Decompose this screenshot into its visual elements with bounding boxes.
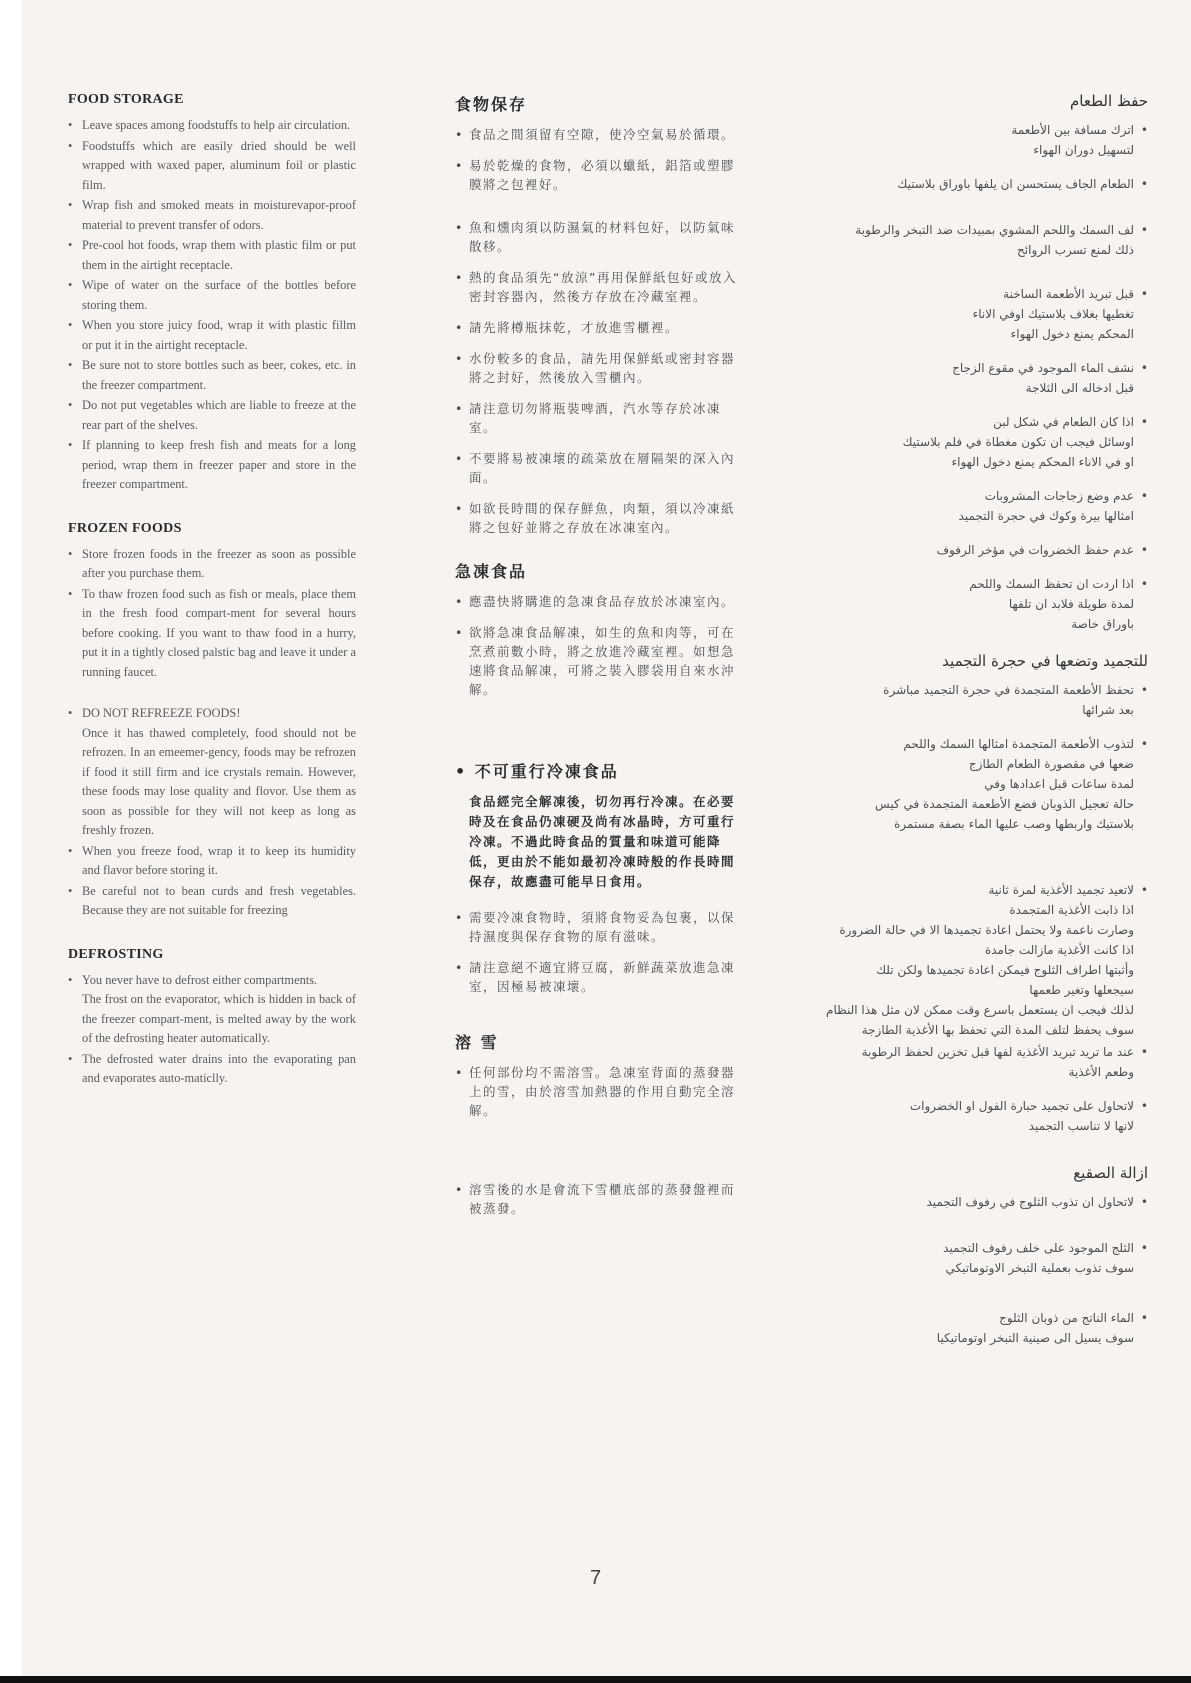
list-item: • 請注意絕不適宜將豆腐，新鮮蔬菜放進急凍室，因極易被凍壞。: [455, 958, 745, 996]
page-bottom-edge: [0, 1676, 1191, 1683]
list-item: • 魚和燻肉須以防濕氣的材料包好，以防氣味散移。: [455, 218, 745, 256]
list-item: • When you store juicy food, wrap it with plastic fillm or put it in the airtight receptacle.: [68, 316, 356, 355]
list-item: • Store frozen foods in the freezer as soon as possible after you purchase them.: [68, 545, 356, 584]
zh-no-refreeze-title: • 不可重行冷凍食品: [455, 762, 619, 781]
list-item: • 水份較多的食品，請先用保鮮紙或密封容器將之封好，然後放入雪櫃內。: [455, 349, 745, 387]
list-item: • 溶雪後的水是會流下雪櫃底部的蒸發盤裡而被蒸發。: [455, 1180, 745, 1218]
zh-defrosting-title: 溶 雪: [455, 1033, 499, 1052]
list-item: • لتذوب الأطعمة المتجمدة امثالها السمك واللحم ضعها في مقصورة الطعام الطازج لمدة ساعات قبل اعدادها وفي حالة تعجيل الذوبان فضع الأطعمة المتجمدة في كيس بلاستيك واربطها وصب عليها الماء بصفة مستمرة: [772, 734, 1148, 834]
defrost-heading: You never have to defrost either compartments.: [82, 972, 318, 987]
list-item: • When you freeze food, wrap it to keep its humidity and flavor before storing it.: [68, 842, 356, 881]
ar-food-storage-list: [772, 120, 1148, 634]
zh-no-refreeze-list: [455, 908, 745, 996]
zh-defrosting-list: [455, 1063, 745, 1218]
refreeze-body: Once it has thawed completely, food should not be refrozen. In an emeemer-gency, foods may be refrozen if food it still firm and ice crystals remain. However, these foods may lose quality and flovor. Use them as soon as possible for they will not keep as long as freshly frozen.: [82, 725, 356, 837]
list-item: • اذا اردت ان تحفظ السمك واللحم لمدة طويلة فلابد ان تلفها باوراق خاصة: [772, 574, 1148, 634]
list-item: • اترك مسافة بين الأطعمة لتسهيل دوران الهواء: [772, 120, 1148, 160]
list-item: • عند ما تريد تبريد الأغذية لفها قبل تخزين لحفظ الرطوبة وطعم الأغذية: [772, 1042, 1148, 1082]
chinese-column: [455, 92, 745, 1240]
zh-food-storage-list: [455, 125, 745, 537]
ar-frozen-foods-list: [772, 680, 1148, 834]
list-item: • لاتحاول ان تذوب الثلوج في رفوف التجميد: [772, 1192, 1148, 1212]
zh-no-refreeze-body: 食品經完全解凍後，切勿再行冷凍。在必要時及在食品仍凍硬及尚有冰晶時，方可重行冷凍。不過此時食品的質量和味道可能降低，更由於不能如最初冷凍時般的作長時間保存，故應盡可能早日食用。: [469, 794, 736, 889]
ar-defrosting-title: ازالة الصقيع: [1073, 1164, 1148, 1182]
en-frozen-foods-list: [68, 545, 356, 921]
list-item: • لاتحاول على تجميد حبارة الفول او الخضروات لانها لا تناسب التجميد: [772, 1096, 1148, 1136]
zh-frozen-foods-title: 急凍食品: [455, 562, 528, 581]
list-item: • 任何部份均不需溶雪。急凍室背面的蒸發器上的雪，由於溶雪加熱器的作用自動完全溶解。: [455, 1063, 745, 1120]
refreeze-heading: DO NOT REFREEZE FOODS!: [82, 706, 241, 720]
list-item: • Foodstuffs which are easily dried should be well wrapped with waxed paper, aluminum foil or plastic film.: [68, 137, 356, 196]
ar-food-storage-title: حفظ الطعام: [1069, 92, 1148, 110]
english-column: [68, 92, 356, 1115]
list-item: • 請先將樽瓶抹乾，才放進雪櫃裡。: [455, 318, 745, 337]
en-food-storage-list: [68, 116, 356, 495]
en-defrosting-list: [68, 971, 356, 1089]
list-item: • لف السمك واللحم المشوي بمبيدات ضد التبخر والرطوبة ذلك لمنع تسرب الروائح: [772, 220, 1148, 260]
list-item: • To thaw frozen food such as fish or meals, place them in the fresh food compart-ment for several hours before cooking. If you want to thaw food in a hurry, put it in a tightly closed palstic bag and leave it under a running faucet.: [68, 585, 356, 683]
ar-frozen-foods-title: للتجميد وتضعها في حجرة التجميد: [942, 652, 1148, 670]
page-left-edge: [0, 0, 22, 1683]
list-item: • 食品之間須留有空隙，使冷空氣易於循環。: [455, 125, 745, 144]
page-number: 7: [589, 1567, 602, 1589]
list-item: • عدم حفظ الخضروات في مؤخر الرفوف: [772, 540, 1148, 560]
list-item: • الثلج الموجود على خلف رفوف التجميد سوف تذوب بعملية التبخر الاوتوماتيكي: [772, 1238, 1148, 1278]
ar-defrosting-list: [772, 1192, 1148, 1348]
list-item: • 欲將急凍食品解凍，如生的魚和肉等，可在烹煮前數小時，將之放進冷藏室裡。如想急速將食品解凍，可將之裝入膠袋用自來水沖解。: [455, 623, 745, 699]
list-item: • 不要將易被凍壞的疏菜放在層隔架的深入內面。: [455, 449, 745, 487]
list-item: • Be careful not to bean curds and fresh vegetables. Because they are not suitable for freezing: [68, 882, 356, 921]
list-item-defrost-first: [68, 971, 356, 1049]
list-item: • عدم وضع زجاجات المشروبات امثالها بيرة وكوك في حجرة التجميد: [772, 486, 1148, 526]
list-item: • Pre-cool hot foods, wrap them with plastic film or put them in the airtight receptacle.: [68, 236, 356, 275]
list-item: • الماء الناتج من ذوبان الثلوج سوف يسيل الى صينية التبخر اوتوماتيكيا: [772, 1308, 1148, 1348]
list-item: • Wrap fish and smoked meats in moisturevapor-proof material to prevent transfer of odors.: [68, 196, 356, 235]
list-item: • Do not put vegetables which are liable to freeze at the rear part of the shelves.: [68, 396, 356, 435]
zh-no-refreeze-title-text: 不可重行冷凍食品: [474, 762, 619, 781]
list-item: • Be sure not to store bottles such as beer, cokes, etc. in the freezer compartment.: [68, 356, 356, 395]
list-item-refreeze: [68, 704, 356, 841]
list-item: • 熱的食品須先“放涼”再用保鮮紙包好或放入密封容器內，然後方存放在冷藏室裡。: [455, 268, 745, 306]
zh-food-storage-title: 食物保存: [455, 95, 528, 114]
en-frozen-foods-title: FROZEN FOODS: [68, 520, 182, 536]
list-item: • 易於乾燥的食物，必須以蠟紙，鋁箔或塑膠膜將之包裡好。: [455, 156, 745, 194]
list-item: • 需要冷凍食物時，須將食物妥為包裹，以保持濕度與保存食物的原有滋味。: [455, 908, 745, 946]
list-item: • If planning to keep fresh fish and meats for a long period, wrap them in freezer paper and store in the freezer compartment.: [68, 436, 356, 495]
list-item: • اذا كان الطعام في شكل لبن اوسائل فيجب ان تكون مغطاة في فلم بلاستيك او في الاناء المحكم يمنع دخول الهواء: [772, 412, 1148, 472]
list-item: • نشف الماء الموجود في مقوع الزجاج قبل ادخاله الى الثلاجة: [772, 358, 1148, 398]
zh-frozen-foods-list: [455, 592, 745, 699]
defrost-body: The frost on the evaporator, which is hidden in back of the freezer compart-ment, is melted away by the work of the defrosting heater automatically.: [82, 992, 356, 1045]
list-item: • لاتعيد تجميد الأغذية لمرة ثانية اذا ذابت الأغذية المتجمدة وصارت ناعمة ولا يحتمل اعادة تجميدها الا في حالة الضرورة اذا كانت الأغذية مازالت جامدة وأثبتها اطراف الثلوج فيمكن اعادة تجميدها ولكن تلك سيجعلها وتغير طعمها لذلك فيجب ان يستعمل باسرع وقت ممكن لان مثل هذا النظام سوف يحفظ لتلف المدة التي تحفظ بها الأغذية الطازجة: [772, 880, 1148, 1040]
list-item: • Wipe of water on the surface of the bottles before storing them.: [68, 276, 356, 315]
list-item: • قبل تبريد الأطعمة الساخنة تغطيها بغلاف بلاستيك اوفي الاناء المحكم يمنع دخول الهواء: [772, 284, 1148, 344]
ar-no-refreeze-list: [772, 880, 1148, 1136]
en-food-storage-title: FOOD STORAGE: [68, 92, 184, 107]
list-item: • تحفظ الأطعمة المتجمدة في حجرة التجميد مباشرة بعد شرائها: [772, 680, 1148, 720]
list-item: • 如欲長時間的保存鮮魚，肉類，須以冷凍紙將之包好並將之存放在冰凍室內。: [455, 499, 745, 537]
list-item: • الطعام الجاف يستحسن ان يلفها باوراق بلاستيك: [772, 174, 1148, 194]
arabic-column: [772, 92, 1148, 1366]
en-defrosting-title: DEFROSTING: [68, 946, 164, 962]
list-item: • 請注意切勿將瓶裝啤酒，汽水等存於冰凍室。: [455, 399, 745, 437]
list-item: • Leave spaces among foodstuffs to help air circulation.: [68, 116, 356, 136]
list-item: • The defrosted water drains into the evaporating pan and evaporates auto-maticlly.: [68, 1050, 356, 1089]
list-item: • 應盡快將購進的急凍食品存放於冰凍室內。: [455, 592, 745, 611]
